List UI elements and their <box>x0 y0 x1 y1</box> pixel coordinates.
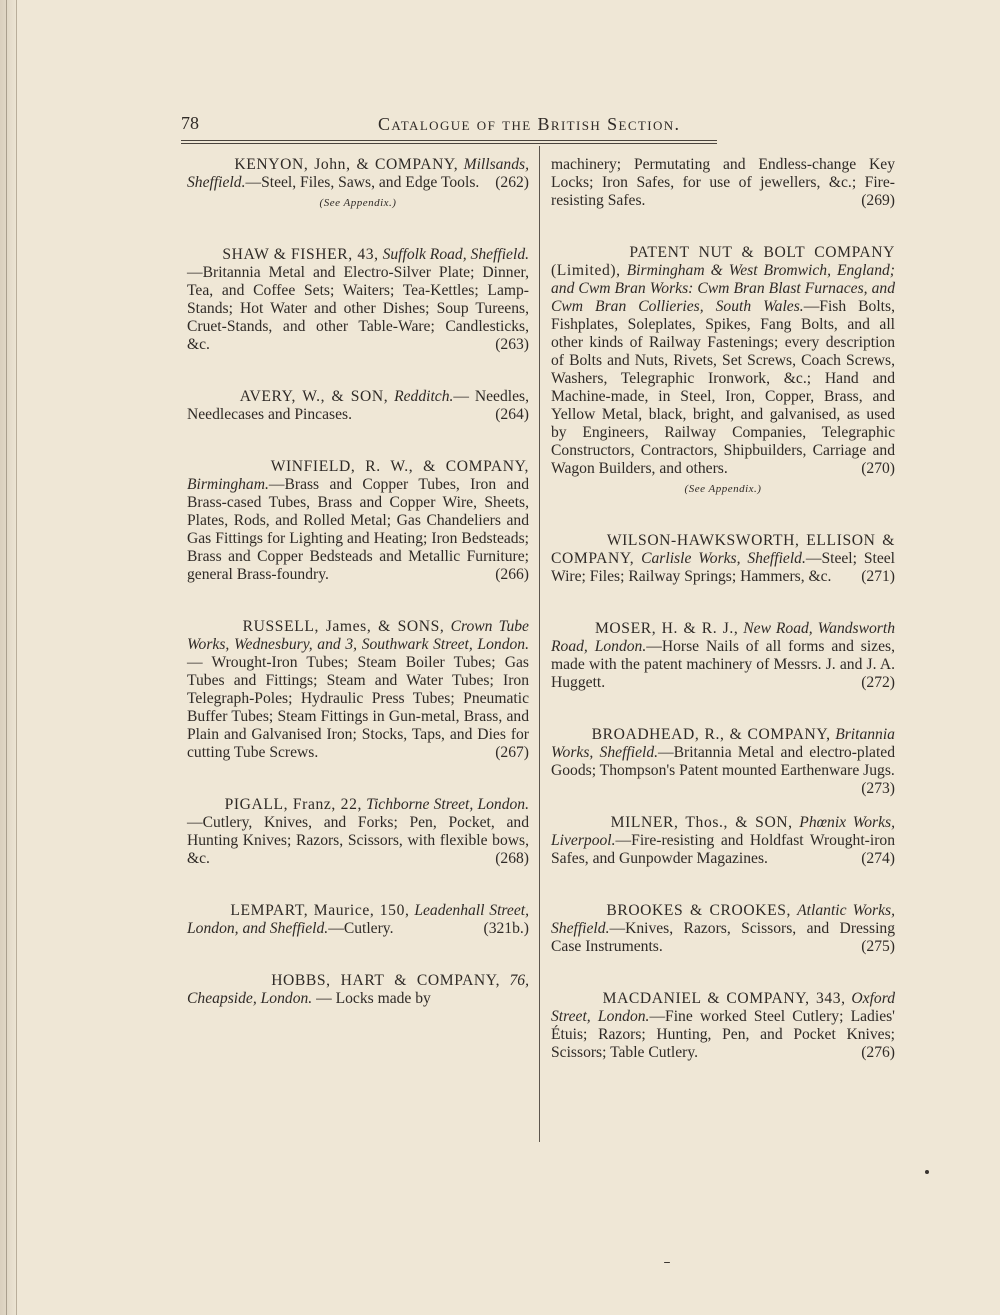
exhibit-number: (275) <box>861 938 895 955</box>
header-rule-top <box>181 140 717 141</box>
exhibit-number: (263) <box>495 336 529 353</box>
binding-line <box>6 0 7 1315</box>
exhibit-number: (262) <box>495 174 529 191</box>
catalogue-entry-263: SHAW & FISHER, 43, Suffolk Road, Sheffield.—Britannia Metal and Electro-Silver Plate; Dinner, Tea, and Coffee Sets; Waiters; Tea-Kettles; Lamp-Stands; Hot Water and other Dishes; Soup Tureens, Cruet-Stands, and other Table-Ware; Candlesticks, &c. (263) <box>187 246 530 353</box>
left-column <box>187 156 529 1008</box>
catalogue-entry-271: WILSON-HAWKSWORTH, ELLISON & COMPANY, Carlisle Works, Sheffield.—Steel; Steel Wire; Files; Railway Springs; Hammers, &c. (271) <box>551 532 896 585</box>
page-binding-edge <box>0 0 17 1315</box>
catalogue-entry-267: RUSSELL, James, & SONS, Crown Tube Works, Wednesbury, and 3, Southwark Street, London. — Wrought-Iron Tubes; Steam Boiler Tubes; Gas Tubes and Fittings; Steam and Water Tubes; Iron Telegraph-Poles; Hydraulic Press Tubes; Pneumatic Buffer Tubes; Steam Fittings in Gun-metal, Brass, and Plain and Galvanised Iron; Stocks, Taps, and Dies for cutting Tube Screws. (267) <box>187 618 529 761</box>
exhibit-number: (272) <box>861 674 895 691</box>
exhibit-number: (276) <box>861 1044 895 1061</box>
exhibit-number: (271) <box>861 568 895 585</box>
page-header <box>181 113 721 137</box>
catalogue-entry-275: BROOKES & CROOKES, Atlantic Works, Sheffield.—Knives, Razors, Scissors, and Dressing Case Instruments. (275) <box>551 902 895 955</box>
page-number: 78 <box>181 113 199 133</box>
catalogue-entry-266: WINFIELD, R. W., & COMPANY, Birmingham.—Brass and Copper Tubes, Iron and Brass-cased Tubes, Brass and Copper Wire, Sheets, Plates, Rods, and Rolled Metal; Gas Chandeliers and Gas Fittings for Lighting and Heating; Iron Bedsteads; Brass and Copper Bedsteads and Metallic Furniture; general Brass-foundry. (266) <box>187 458 529 583</box>
right-column <box>551 156 895 1062</box>
catalogue-entry-276: MACDANIEL & COMPANY, 343, Oxford Street, London.—Fine worked Steel Cutlery; Ladies' Étuis; Razors; Hunting, Pen, and Pocket Knives; Scissors; Table Cutlery. (276) <box>551 990 895 1061</box>
catalogue-entry-262: KENYON, John, & COMPANY, Millsands, Sheffield.—Steel, Files, Saws, and Edge Tools. (262) <box>187 156 529 191</box>
catalogue-entry-hobbs: HOBBS, HART & COMPANY, 76, Cheapside, London. — Locks made by <box>187 972 529 1007</box>
exhibit-number: (321b.) <box>483 920 529 937</box>
exhibit-number: (268) <box>495 850 529 867</box>
exhibit-number: (264) <box>495 406 529 423</box>
see-appendix-note: (See Appendix.) <box>684 483 762 495</box>
exhibit-number: (269) <box>861 192 895 209</box>
catalogue-entry-268: PIGALL, Franz, 22, Tichborne Street, London.—Cutlery, Knives, and Forks; Pen, Pocket, and Hunting Knives; Razors, Scissors, with flexible bows, &c. (268) <box>187 796 529 867</box>
paper-speck <box>925 1170 929 1174</box>
running-title: Catalogue of the British Section. <box>378 114 681 134</box>
exhibit-number: (266) <box>495 566 529 583</box>
catalogue-entry-274: MILNER, Thos., & SON, Phœnix Works, Liverpool.—Fire-resisting and Holdfast Wrought-iron Safes, and Gunpowder Magazines. (274) <box>551 814 896 867</box>
catalogue-entry-264: AVERY, W., & SON, Redditch.— Needles, Needlecases and Pincases. (264) <box>187 388 529 423</box>
exhibit-number: (270) <box>861 460 895 477</box>
paper-speck <box>664 1262 670 1263</box>
catalogue-entry-321b: LEMPART, Maurice, 150, Leadenhall Street, London, and Sheffield.—Cutlery. (321b.) <box>187 902 529 937</box>
exhibit-number: (274) <box>861 850 895 867</box>
catalogue-entry-269: machinery; Permutating and Endless-change Key Locks; Iron Safes, for use of jewellers, &c.; Fire-resisting Safes. (269) <box>551 156 895 209</box>
exhibit-number: (273) <box>861 780 895 797</box>
catalogue-entry-272: MOSER, H. & R. J., New Road, Wandsworth Road, London.—Horse Nails of all forms and sizes, made with the patent machinery of Messrs. J. and J. A. Huggett. (272) <box>551 620 895 691</box>
catalogue-entry-270: PATENT NUT & BOLT COMPANY (Limited), Birmingham & West Bromwich, England; and Cwm Bran Works: Cwm Bran Blast Furnaces, and Cwm Bran Collieries, South Wales.—Fish Bolts, Fishplates, Soleplates, Spikes, Fang Bolts, and all other kinds of Railway Fastenings; every description of Bolts and Nuts, Rivets, Set Screws, Coach Screws, Washers, Telegraphic Ironwork, &c.; Hand and Machine-made, in Steel, Iron, Copper, Brass, and Yellow Metal, black, bright, and galvanised, as used by Engineers, Railway Companies, Telegraphic Constructors, Contractors, Shipbuilders, Carriage and Wagon Builders, and others. (270) <box>551 244 895 477</box>
column-divider <box>539 146 540 1142</box>
exhibit-number: (267) <box>495 744 529 761</box>
header-rule-bottom <box>181 143 717 144</box>
catalogue-entry-273: BROADHEAD, R., & COMPANY, Britannia Works, Sheffield.—Britannia Metal and electro-plated Goods; Thompson's Patent mounted Earthenware Jugs. (273) <box>551 726 896 797</box>
see-appendix-note: (See Appendix.) <box>319 197 397 209</box>
